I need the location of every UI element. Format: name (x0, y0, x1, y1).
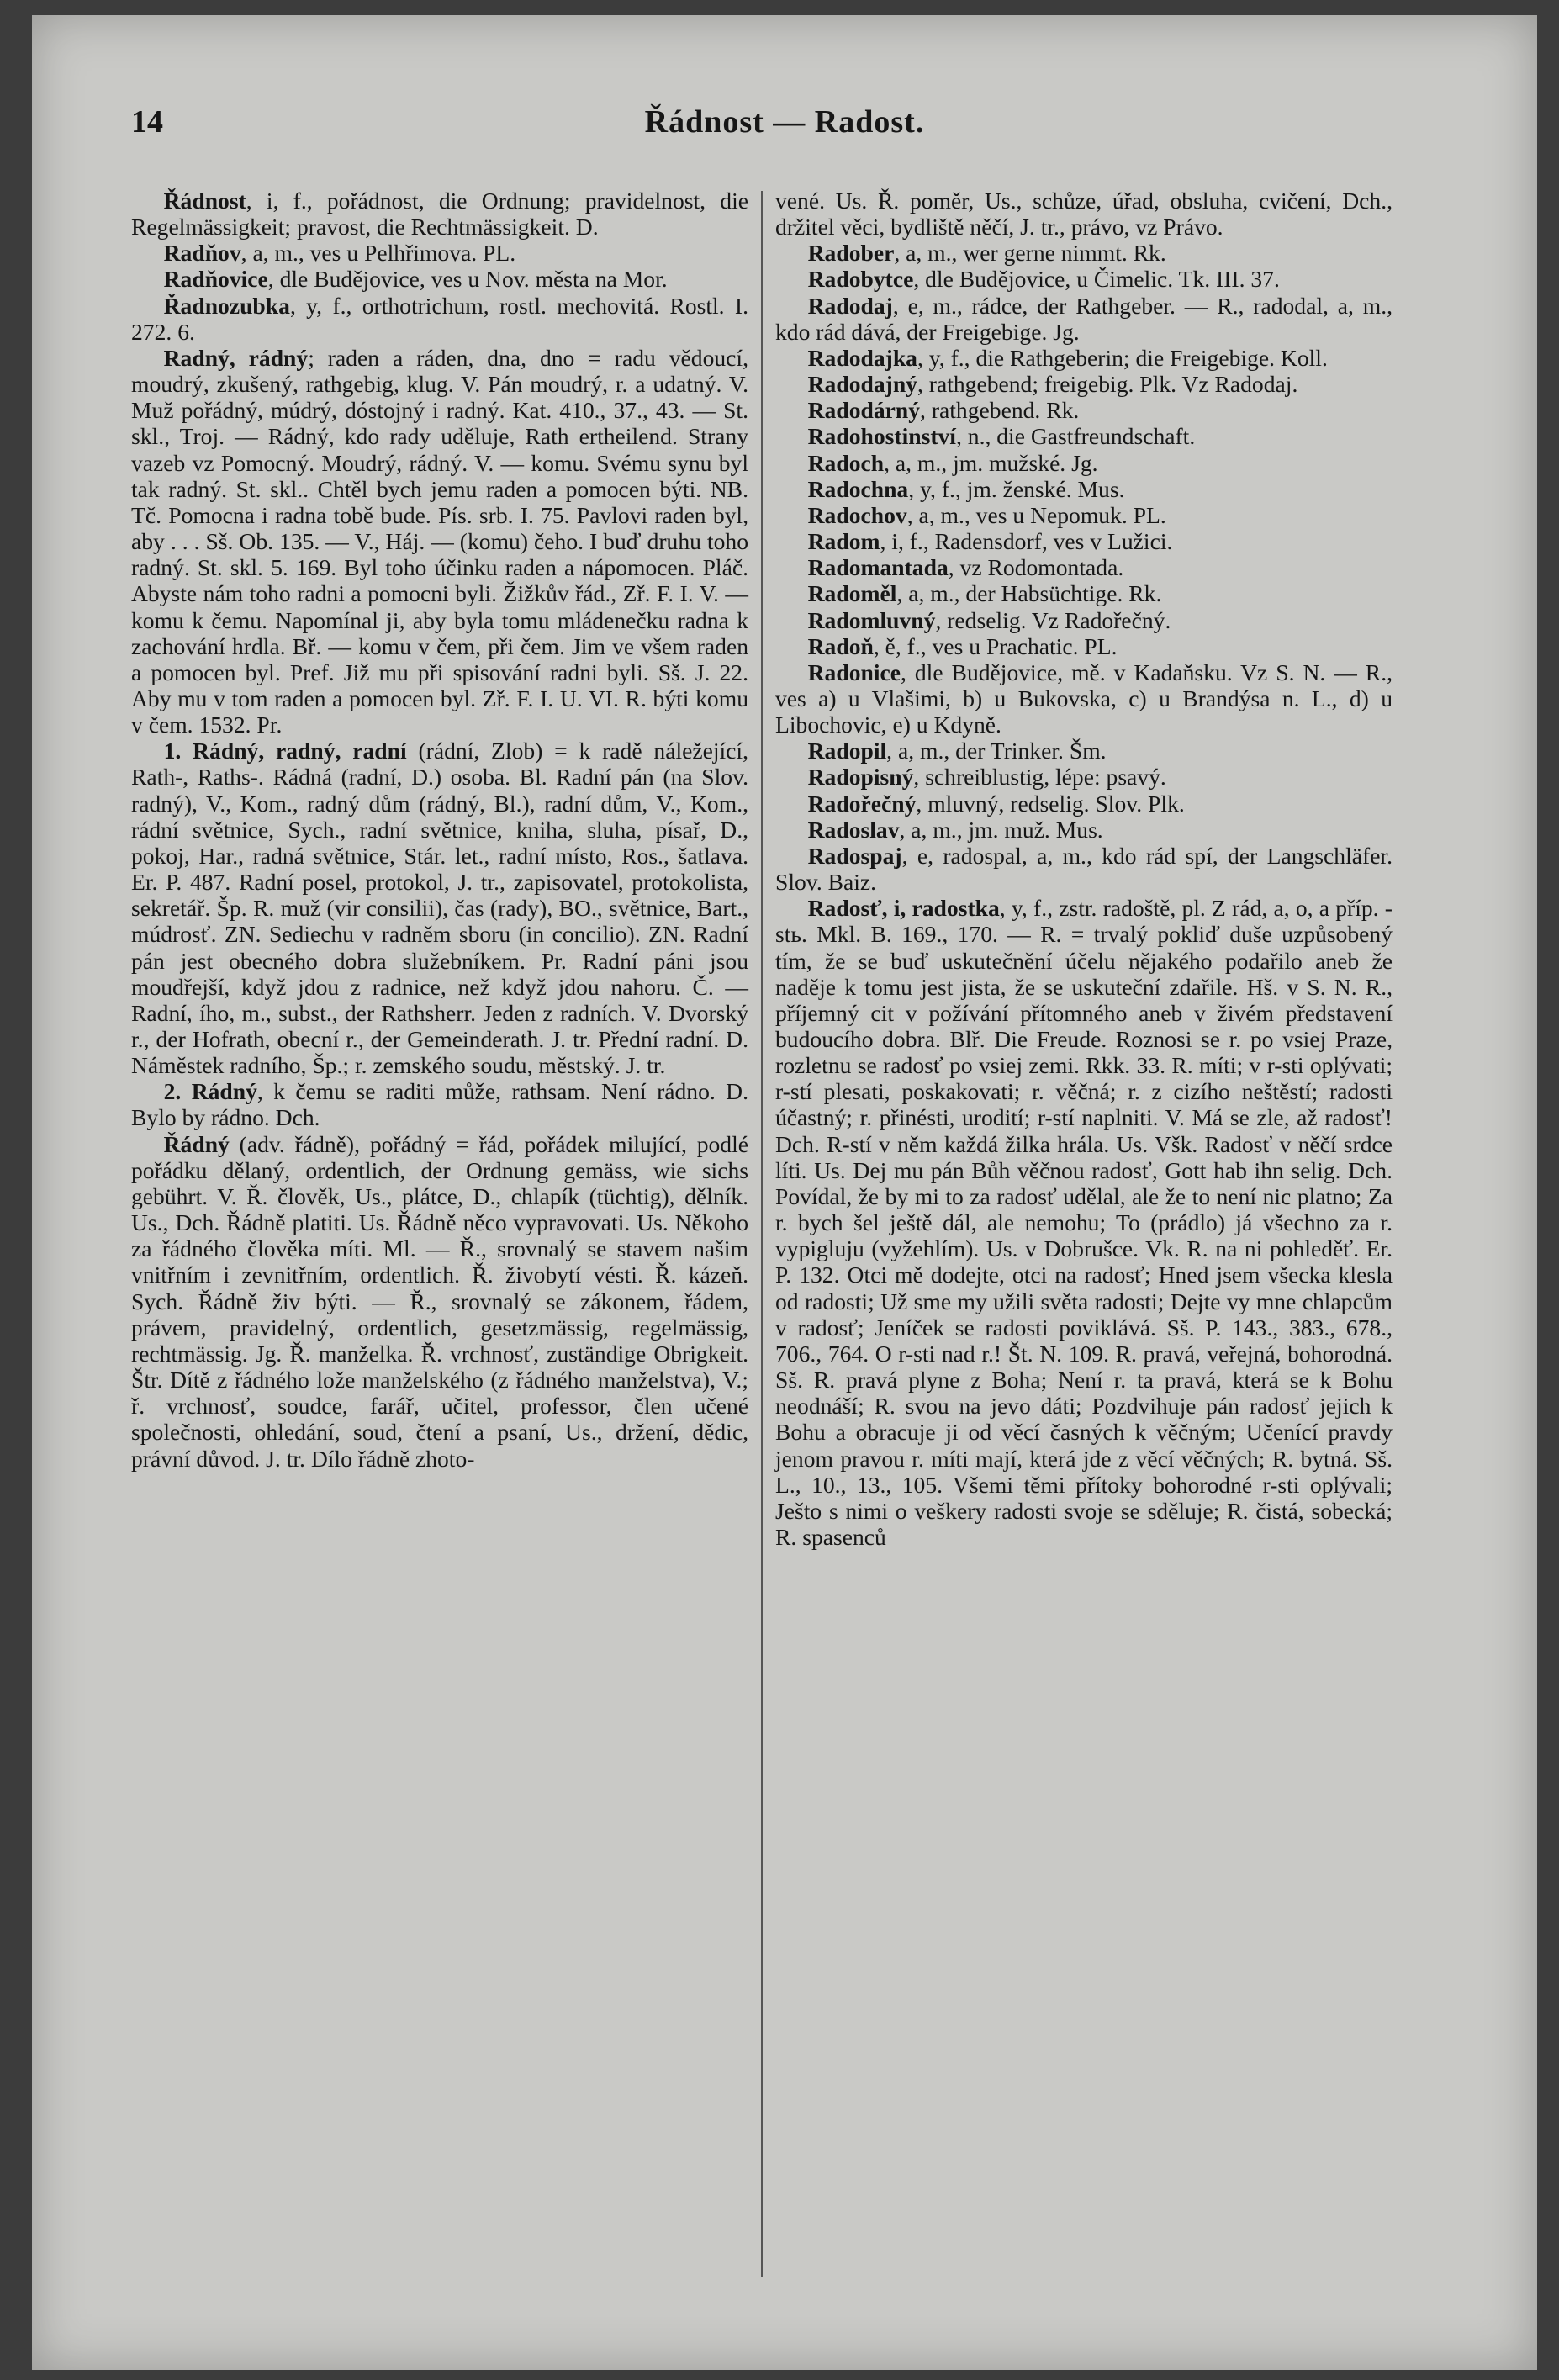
entry-text: , k čemu se raditi může, rathsam. Není rádno. D. Bylo by rádno. Dch. (131, 1078, 748, 1131)
entry-headword: Radoslav (807, 816, 900, 843)
entry-headword: Radopisný (807, 764, 914, 791)
entry-headword: Radodajka (807, 344, 917, 371)
entry-headword: Radomluvný (807, 606, 936, 633)
entry-text: , rathgebend; freigebig. Plk. Vz Radodaj. (917, 371, 1298, 398)
entry-headword: Radober (807, 240, 895, 267)
entry-text: ; raden a ráden, dna, dno = radu vědoucí, moudrý, zkušený, rathgebig, klug. V. Pán moudrý, r. a udatný. V. Muž pořádný, múdrý, dóstojný i radný. Kat. 410., 37., 43. — St. skl., Troj. — Rádný, kdo rady uděluje, Rath ertheilend. Strany vazeb vz Pomocný. Moudrý, rádný. V. — komu. Svému synu byl tak radný. St. skl.. Chtěl bych jemu raden a pomocen býti. NB. Tč. Pomocna i radna tobě bude. Pís. srb. I. 75. Pavlovi raden byl, aby . . . Sš. Ob. 135. — V., Háj. — (komu) čeho. I buď druhu toho radný. St. skl. 5. 169. Byl toho účinku raden a nápomocen. Pláč. Abyste nám toho radni a pomocni byli. Žižkův řád., Zř. F. I. V. — komu k čemu. Napomínal ji, aby byla tomu mládenečku radna k zachování hrdla. Bř. — komu v čem, při čem. Jim ve všem raden a pomocen byl. Pref. Již mu při spisování radni byli. Sš. J. 22. Aby mu v tom raden a pomocen byl. Zř. F. I. U. VI. R. býti komu v čem. 1532. Pr. (131, 344, 748, 738)
entry-headword: Radobytce (807, 266, 914, 293)
entry-headword: Radohostinství (807, 423, 956, 450)
dictionary-entry (775, 791, 1393, 817)
entry-text: , y, f., die Rathgeberin; die Freigebige. Koll. (917, 344, 1328, 371)
entry-text: , a, m., der Habsüchtige. Rk. (896, 580, 1162, 607)
entry-headword: Radodárný (807, 397, 921, 424)
entry-text: , dle Budějovice, ves u Nov. města na Mor. (267, 266, 668, 293)
entry-headword: Radodaj (807, 292, 893, 319)
entry-text: , dle Budějovice, u Čimelic. Tk. III. 37. (913, 266, 1280, 293)
entry-headword: 1. Rádný, radný, radní (163, 738, 407, 764)
dictionary-entry (131, 738, 748, 1078)
entry-headword: Radný, rádný (163, 344, 309, 371)
dictionary-entry (131, 266, 748, 292)
running-head: Řádnost — Radost. (644, 104, 925, 140)
entry-text: (rádní, Zlob) = k radě náležející, Rath-, Raths-. Rádná (radní, D.) osoba. Bl. Radní pán (na Slov. radný), V., Kom., radný dům (rádný, Bl.), radní dům, V., Kom., rádní světnice, Sych., radní světnice, kniha, sluha, písař, D., pokoj, Har., radná světnice, Stár. let., radní místo, Ros., šatlava. Er. P. 487. Radní posel, protokol, J. tr., zapisovatel, protokolista, sekretář. Šp. R. muž (vir consilii), čas (rady), BO., světnice, Bart., múdrosť. ZN. Sediechu v radněm sboru (in concilio). ZN. Radní pán jest obecného dobra služebníkem. Pr. Radní páni jsou moudřejší, když jdou z radnice, než když jdou nahoru. Č. — Radní, ího, m., subst., der Rathsherr. Jeden z radních. V. Dvorský r., der Hofrath, obecní r., der Gemeinderath. J. tr. Přední radní. D. Náměstek radního, Šp.; r. zemského soudu, městský. J. tr. (131, 738, 748, 1079)
dictionary-entry (775, 659, 1393, 738)
dictionary-entry (131, 188, 748, 240)
entry-text: , schreiblustig, lépe: psavý. (913, 764, 1166, 791)
dictionary-entry (775, 397, 1393, 423)
entry-text: , a, m., ves u Pelhřimova. PL. (240, 240, 516, 267)
dictionary-entry (775, 738, 1393, 764)
dictionary-entry (775, 502, 1393, 528)
dictionary-entry (131, 345, 748, 738)
entry-headword: Radodajný (807, 371, 917, 398)
text-columns (131, 188, 1393, 2340)
entry-headword: Řádný (163, 1130, 230, 1157)
dictionary-entry (775, 293, 1393, 345)
dictionary-entry (775, 423, 1393, 449)
dictionary-entry (775, 266, 1393, 292)
entry-headword: Radoměl (807, 580, 897, 607)
entry-text: , a, m., jm. mužské. Jg. (884, 449, 1098, 476)
entry-headword: Radomantada (807, 554, 949, 581)
dictionary-entry (775, 528, 1393, 554)
dictionary-entry (775, 240, 1393, 266)
entry-text: , redselig. Vz Radořečný. (935, 606, 1171, 633)
entry-headword: Řadnozubka (163, 292, 290, 319)
entry-text: , a, m., der Trinker. Šm. (886, 738, 1107, 764)
left-column (131, 188, 761, 2340)
entry-text: , rathgebend. Rk. (920, 397, 1080, 424)
entry-text: , y, f., zstr. radoště, pl. Z rád, a, o, a příp. -stь. Mkl. B. 169., 170. — R. = trvalý pokliď duše uzpůsobený tím, že se buď uskutečnění účelu nějakého podařilo aneb že naděje k tomu jest jista, že se uskuteční zdařile. Hš. v S. N. R., příjemný cit v požívání přítomného aneb v živém představení budoucího dobra. Blř. Die Freude. Roznosi se r. po vsiej Praze, rozletnu se radosť po vsiej zemi. Rkk. 33. R. míti; v r-sti oplývati; r-stí plesati, poskakovati; r. věčná; r. z cizího neštěstí; radosti účastný; r. přinésti, urodití; r-stí naplniti. V. Má se zle, až radosť! Dch. R-stí v něm každá žilka hrála. Us. Všk. Radosť v něčí srdce líti. Us. Dej mu pán Bůh věčnou radosť, Gott hab ihn selig. Dch. Povídal, že by mi to za radosť udělal, ale že to není nic platno; Za r. bych šel ještě dál, ale nemohu; To (prádlo) já všechno za r. vypigluju (vyžehlím). Us. v Dobrušce. Vk. R. na ni pohleděť. Er. P. 132. Otci mě dodejte, otci na radosť; Hned jsem všecka klesla od radosti; Už sme my užili světa radosti; Dejte vy mne chlapcům v radosť; Jeníček se radosti poviklává. Sš. P. 143., 383., 678., 706., 764. O r-sti nad r.! Št. N. 109. R. pravá, veřejná, bohorodná. Sš. R. pravá plyne z Boha; Není r. ta pravá, která se k Bohu neodnáší; R. svou na jevo dáti; Pozdvihuje pán radosť jejich k Bohu a obracuje ji od věcí časných k věčným; Učenící pravdy jenom pravou r. míti mají, která jde z věcí věčných; R. bytná. Sš. L., 10., 13., 105. Všemi těmi přítoky bohorodné r-sti oplývali; Ješto s nimi o veškery radosti svoje se sděluje; R. čistá, sobecká; R. spasenců (775, 895, 1393, 1550)
entry-headword: Radoch (807, 449, 885, 476)
entry-text: , e, m., rádce, der Rathgeber. — R., radodal, a, m., kdo rád dává, der Freigebige. Jg. (775, 292, 1393, 345)
entry-text: (adv. řádně), pořádný = řád, pořádek milující, podlé pořádku dělaný, ordentlich, der Ordnung gemäss, wie sichs gebührt. V. Ř. člověk, Us., plátce, D., chlapík (tüchtig), dělník. Us., Dch. Řádně platiti. Us. Řádně něco vypravovati. Us. Někoho za řádného člověka míti. Ml. — Ř., srovnalý se stavem našim vnitřním i zevnitřním, ordentlich. Ř. živobytí vésti. Ř. kázeň. Sych. Řádně živ býti. — Ř., srovnalý se zákonem, řádem, právem, pravidelný, ordentlich, gesetzmässig, regelmässig, rechtmässig. Jg. Ř. manželka. Ř. vrchnosť, zuständige Obrigkeit. Štr. Dítě z řádného lože manželského (z řádného manželstva), V.; ř. vrchnosť, soudce, farář, učitel, professor, člen učené společnosti, ohledání, soud, čtení a psaní, Us., držení, dědic, právní důvod. J. tr. Dílo řádně zhoto- (131, 1130, 748, 1472)
dictionary-entry (775, 764, 1393, 790)
entry-text: vené. Us. Ř. poměr, Us., schůze, úřad, obsluha, cvičení, Dch., držitel věci, bydliště něčí, J. tr., právo, vz Právo. (775, 188, 1393, 241)
entry-headword: 2. Rádný (163, 1078, 257, 1105)
entry-headword: Řádnost (163, 188, 246, 214)
dictionary-entry (775, 843, 1393, 895)
entry-headword: Radopil (807, 738, 887, 764)
entry-headword: Radosť, i, radostka (807, 895, 1000, 922)
dictionary-entry (775, 450, 1393, 476)
dictionary-entry (775, 633, 1393, 659)
entry-text: , n., die Gastfreundschaft. (955, 423, 1196, 450)
entry-headword: Radňov (163, 240, 241, 267)
entry-text: , a, m., jm. muž. Mus. (899, 816, 1103, 843)
entry-headword: Radom (807, 528, 880, 555)
entry-text: , y, f., orthotrichum, rostl. mechovitá. Rostl. I. 272. 6. (131, 292, 748, 345)
entry-text: , a, m., wer gerne nimmt. Rk. (894, 240, 1166, 267)
entry-headword: Radořečný (807, 790, 917, 817)
dictionary-entry (775, 895, 1393, 1550)
entry-headword: Radochov (807, 501, 907, 528)
entry-text: , e, radospal, a, m., kdo rád spí, der Langschläfer. Slov. Baiz. (775, 842, 1393, 896)
dictionary-page (32, 15, 1537, 2370)
dictionary-entry (131, 1131, 748, 1472)
page-number: 14 (131, 104, 163, 140)
entry-headword: Radňovice (163, 266, 268, 293)
dictionary-entry (775, 476, 1393, 502)
entry-text: , i, f., Radensdorf, ves v Lužici. (880, 528, 1173, 555)
entry-text: , y, f., jm. ženské. Mus. (908, 475, 1125, 502)
entry-headword: Radoň (807, 632, 874, 659)
right-column (763, 188, 1393, 2340)
dictionary-entry (131, 293, 748, 345)
entry-text: , a, m., ves u Nepomuk. PL. (906, 501, 1166, 528)
page-header (32, 103, 1537, 154)
entry-text: , dle Budějovice, mě. v Kadaňsku. Vz S. N. — R., ves a) u Vlašimi, b) u Bukovska, c) u Brandýsa n. L., d) u Libochovic, e) u Kdyně. (775, 658, 1393, 738)
dictionary-entry (775, 188, 1393, 240)
dictionary-entry (775, 607, 1393, 633)
dictionary-entry (131, 240, 748, 266)
entry-text: , ě, f., ves u Prachatic. PL. (873, 632, 1118, 659)
entry-text: , mluvný, redselig. Slov. Plk. (916, 790, 1185, 817)
entry-text: , i, f., pořádnost, die Ordnung; pravidelnost, die Regelmässigkeit; pravost, die Rechtmässigkeit. D. (131, 188, 748, 241)
dictionary-entry (775, 580, 1393, 606)
dictionary-entry (775, 554, 1393, 580)
dictionary-entry (775, 345, 1393, 371)
dictionary-entry (775, 817, 1393, 843)
dictionary-entry (775, 371, 1393, 397)
entry-headword: Radochna (807, 475, 909, 502)
entry-text: , vz Rodomontada. (948, 554, 1124, 581)
dictionary-entry (131, 1078, 748, 1130)
entry-headword: Radospaj (807, 842, 902, 869)
entry-headword: Radonice (807, 658, 901, 685)
